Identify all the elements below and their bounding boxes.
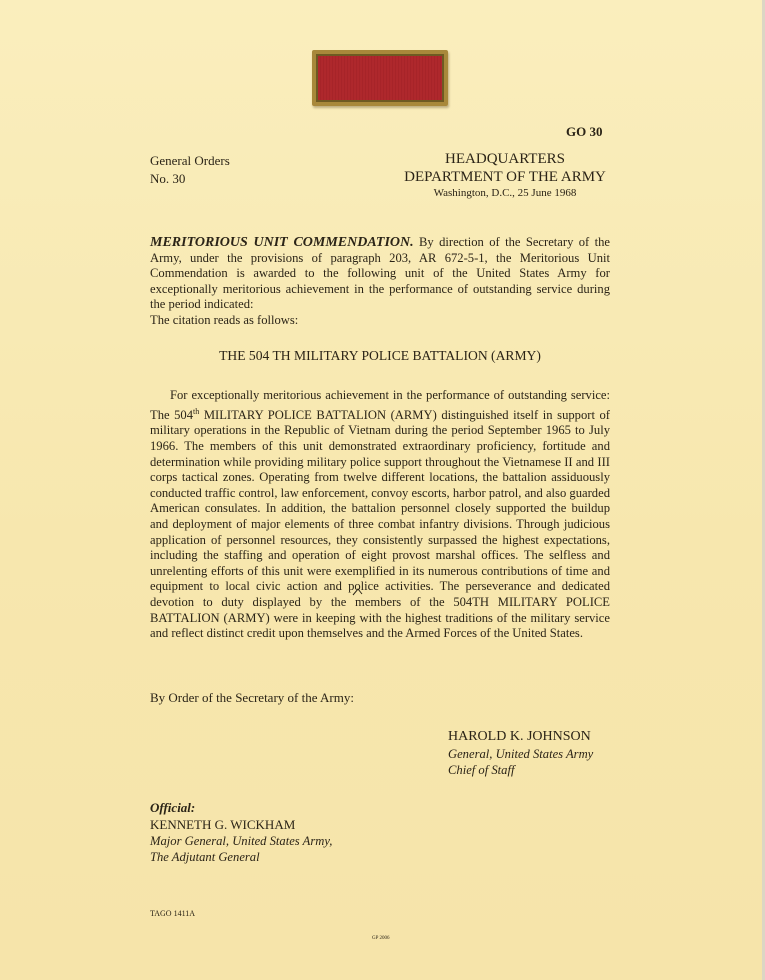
intro-text: By direction of the Secretary of the Army, under the provisions of paragraph 203, AR 672-5-1, the Meritorious Unit Commendation is awarded to the following unit of the United States Army for exceptionally meritorious achievement in the performance of outstanding service during the period indicated: [150,235,611,312]
intro-paragraph [150,235,610,329]
official-title: Major General, United States Army, [150,834,333,848]
meritorious-unit-commendation-ribbon-icon [312,50,448,106]
signatory-title: General, United States Army [448,747,594,761]
official-block [150,800,332,865]
order-number-label: No. 30 [150,171,186,186]
official-name: KENNETH G. WICKHAM [150,817,296,832]
by-order-line: By Order of the Secretary of the Army: [150,690,354,705]
citation-intro-line: The citation reads as follows: [150,312,299,327]
citation-paragraph [150,388,610,642]
place-date: Washington, D.C., 25 June 1968 [433,187,577,199]
form-code: TAGO 1411A [150,909,196,918]
signatory-position: Chief of Staff [448,763,515,777]
general-order-number: GO 30 [566,124,603,139]
citation-text-part2: MILITARY POLICE BATTALION (ARMY) distinguished itself in support of military operations in the Republic of Vietnam during the period September 1965 to July 1966. The members of this unit demonstrated extraordinary proficiency, fortitude and determination while providing military police support throughout the Vietnamese II and III corps tactical zones. Operating from twelve different locations, the battalion assiduously conducted traffic control, law enforcement, convoy escorts, harbor patrol, and also guarded American consulates. In addition, the battalion personnel closely supported the buildup and deployment of major elements of three combat infantry divisions. Through judicious application of personnel resources, they consistently surpassed the highest expectations, including the staffing and operation of eight provost marshal offices. The selfless and unrelenting efforts of this unit were exemplified in its numerous contributions of time and equipment to local civic action and police activities. The perseverance and dedicated devotion to duty displayed by the members of the 504TH MILITARY POLICE BATTALION (ARMY) were in keeping with the highest traditions of the military service and reflect distinct credit upon themselves and the Armed Forces of the United States. [150,407,610,641]
headquarters-title: HEADQUARTERS [445,151,565,167]
general-orders-block [150,152,230,188]
citation-text-part1: For exceptionally meritorious achievement in the performance of outstanding service: The 504 [150,388,610,422]
official-position: The Adjutant General [150,850,260,864]
official-heading: Official: [150,800,196,815]
headquarters-block [380,150,630,201]
signatory-name: HAROLD K. JOHNSON [448,729,591,744]
unit-name: THE 504 TH MILITARY POLICE BATTALION (ARMY) [219,348,541,363]
commendation-heading: MERITORIOUS UNIT COMMENDATION. [150,235,414,250]
print-code: GP 2006 [372,936,390,941]
general-orders-label: General Orders [150,153,230,168]
handwritten-mark-icon [352,586,364,598]
ordinal-suffix: th [193,406,200,416]
signature-block [448,728,593,778]
department-title: DEPARTMENT OF THE ARMY [404,169,606,185]
